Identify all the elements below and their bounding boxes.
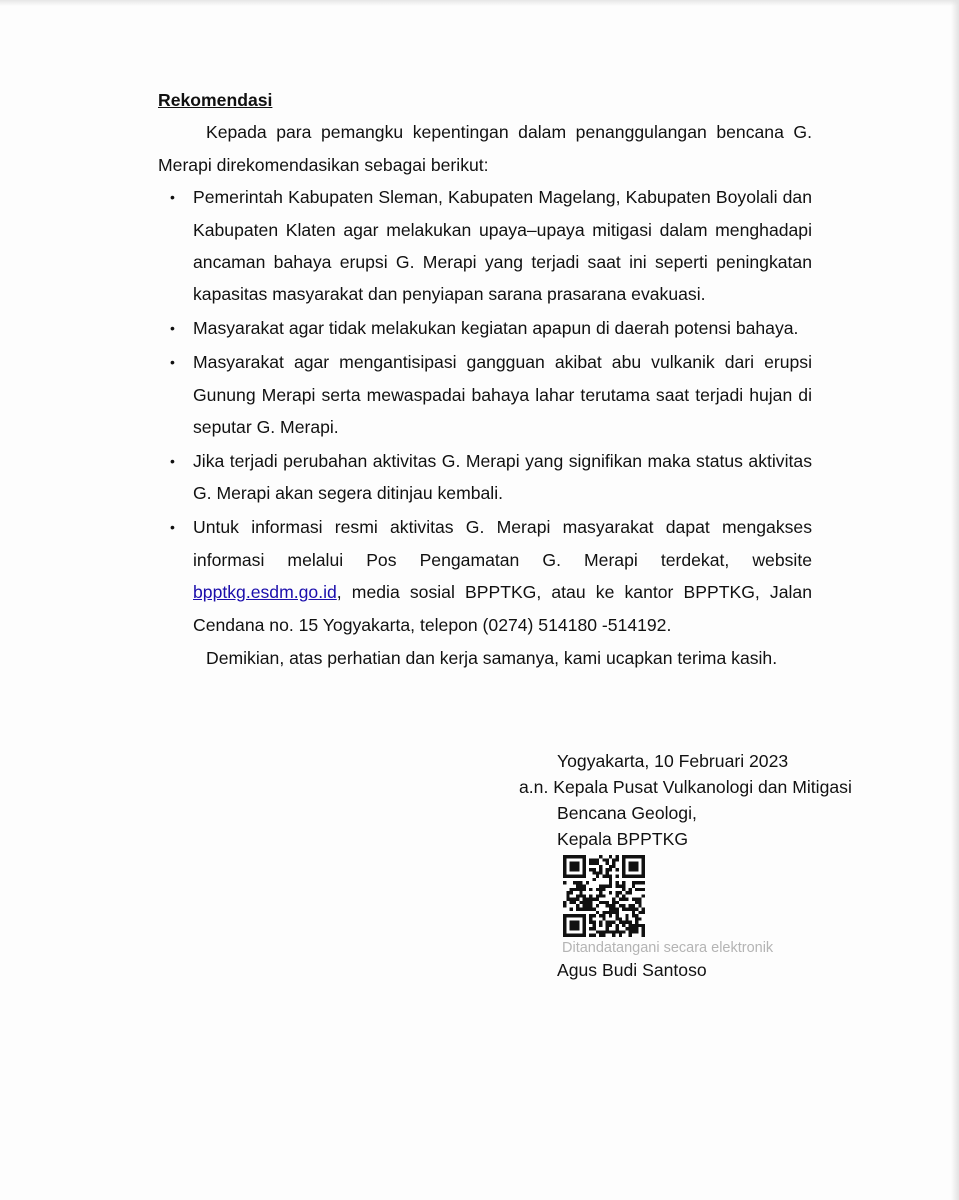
on-behalf-line: a.n. Kepala Pusat Vulkanologi dan Mitigasi <box>519 777 852 797</box>
list-item <box>158 312 812 344</box>
page-edge-shadow-top <box>0 0 959 6</box>
recommendation-list <box>158 181 812 641</box>
list-item-text: Jika terjadi perubahan aktivitas G. Merapi yang signifikan maka status aktivitas G. Merapi akan segera ditinjau kembali. <box>193 450 812 504</box>
bullet-icon: • <box>170 519 175 536</box>
list-item <box>158 445 812 510</box>
bullet-icon: • <box>170 354 175 371</box>
bullet-icon: • <box>170 320 175 337</box>
electronic-signature-note: Ditandatangani secara elektronik <box>562 940 774 956</box>
signer-name: Agus Budi Santoso <box>557 960 707 980</box>
on-behalf-continuation: Bencana Geologi, <box>557 803 697 823</box>
signature-block <box>519 748 919 852</box>
closing-paragraph: Demikian, atas perhatian dan kerja samanya, kami ucapkan terima kasih. <box>206 648 778 669</box>
list-item <box>158 511 812 641</box>
signer-position: Kepala BPPTKG <box>557 829 689 849</box>
list-item <box>158 181 812 311</box>
qr-code-icon <box>563 855 645 937</box>
list-item-text: Masyarakat agar mengantisipasi gangguan akibat abu vulkanik dari erupsi Gunung Merapi serta mewaspadai bahaya lahar terutama saat terjadi hujan di seputar G. Merapi. <box>193 352 812 438</box>
intro-paragraph: Kepada para pemangku kepentingan dalam penanggulangan bencana G. Merapi direkomendasikan sebagai berikut: <box>158 122 812 175</box>
place-date: Yogyakarta, 10 Februari 2023 <box>557 751 789 771</box>
bullet-icon: • <box>170 189 175 206</box>
document-body <box>158 84 812 675</box>
website-link[interactable]: bpptkg.esdm.go.id <box>193 582 337 603</box>
page-edge-shadow-right <box>951 0 959 1200</box>
list-item-text-after-link: , media sosial BPPTKG, atau ke kantor BPPTKG, Jalan Cendana no. 15 Yogyakarta, telepon (0274) 514180 -514192. <box>193 582 812 635</box>
list-item-text: Masyarakat agar tidak melakukan kegiatan apapun di daerah potensi bahaya. <box>193 318 799 339</box>
list-item-text-before-link: Untuk informasi resmi aktivitas G. Merapi masyarakat dapat mengakses informasi melalui Pos Pengamatan G. Merapi terdekat, website <box>193 517 812 570</box>
list-item <box>158 346 812 443</box>
list-item-text: Pemerintah Kabupaten Sleman, Kabupaten Magelang, Kabupaten Boyolali dan Kabupaten Klaten agar melakukan upaya–upaya mitigasi dalam menghadapi ancaman bahaya erupsi G. Merapi yang terjadi saat ini seperti peningkatan kapasitas masyarakat dan penyiapan sarana prasarana evakuasi. <box>193 187 812 305</box>
section-heading: Rekomendasi <box>158 90 273 110</box>
bullet-icon: • <box>170 452 175 469</box>
